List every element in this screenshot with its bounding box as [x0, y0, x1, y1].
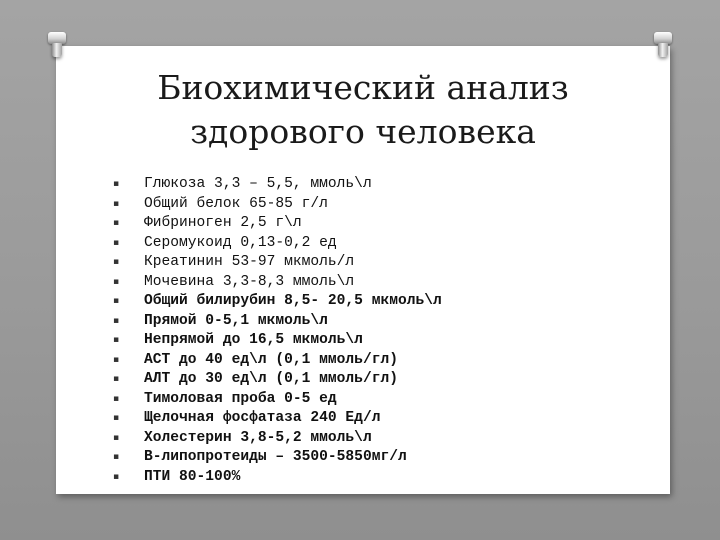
list-item-text: АСТ до 40 ед\л (0,1 ммоль/гл)	[144, 351, 398, 368]
list-item	[112, 214, 442, 234]
list-item	[112, 312, 442, 332]
list-item	[112, 331, 442, 351]
list-item	[112, 429, 442, 449]
bullet-icon: ▪	[112, 237, 120, 248]
reference-values-list	[112, 175, 442, 487]
list-item	[112, 409, 442, 429]
bullet-icon: ▪	[112, 315, 120, 326]
list-item-text: ПТИ 80-100%	[144, 468, 241, 485]
bullet-icon: ▪	[112, 374, 120, 384]
pushpin-icon	[48, 32, 66, 58]
bullet-icon: ▪	[112, 179, 120, 189]
list-item	[112, 253, 442, 273]
list-item	[112, 273, 442, 293]
bullet-icon: ▪	[112, 335, 120, 345]
list-item-text: Непрямой до 16,5 мкмоль\л	[144, 332, 363, 348]
list-item	[112, 292, 442, 312]
pushpin-icon	[654, 32, 672, 58]
list-item-text: В-липопротеиды – 3500-5850мг/л	[144, 449, 407, 465]
bullet-icon: ▪	[112, 354, 120, 365]
list-item-text: Общий белок 65-85 г/л	[144, 195, 328, 212]
list-item-text: Щелочная фосфатаза 240 Ед/л	[144, 410, 381, 426]
bullet-icon: ▪	[112, 276, 120, 287]
title-line-2: здорового человека	[190, 112, 536, 151]
list-item-text: Тимоловая проба 0-5 ед	[144, 390, 337, 407]
bullet-icon: ▪	[112, 471, 120, 482]
list-item-text: Фибриноген 2,5 г\л	[144, 215, 302, 231]
list-item-text: АЛТ до 30 ед\л (0,1 ммоль/гл)	[144, 371, 398, 387]
bullet-icon: ▪	[112, 432, 120, 443]
bullet-icon: ▪	[112, 393, 120, 404]
list-item	[112, 448, 442, 468]
bullet-icon: ▪	[112, 218, 120, 228]
list-item	[112, 195, 442, 215]
title-line-1: Биохимический анализ	[157, 68, 569, 107]
bullet-icon: ▪	[112, 452, 120, 462]
slide-title	[56, 66, 670, 154]
bullet-icon: ▪	[112, 198, 120, 209]
list-item	[112, 351, 442, 371]
list-item-text: Общий билирубин 8,5- 20,5 мкмоль\л	[144, 293, 442, 309]
list-item-text: Холестерин 3,8-5,2 ммоль\л	[144, 429, 372, 446]
list-item-text: Серомукоид 0,13-0,2 ед	[144, 234, 337, 251]
list-item	[112, 390, 442, 410]
list-item-text: Прямой 0-5,1 мкмоль\л	[144, 312, 328, 329]
list-item-text: Креатинин 53-97 мкмоль/л	[144, 254, 355, 270]
bullet-icon: ▪	[112, 257, 120, 267]
bullet-icon: ▪	[112, 413, 120, 423]
list-item	[112, 234, 442, 254]
list-item	[112, 468, 442, 488]
list-item-text: Мочевина 3,3-8,3 ммоль\л	[144, 273, 355, 290]
bullet-icon: ▪	[112, 296, 120, 306]
list-item	[112, 175, 442, 195]
list-item	[112, 370, 442, 390]
list-item-text: Глюкоза 3,3 – 5,5, ммоль\л	[144, 176, 372, 192]
